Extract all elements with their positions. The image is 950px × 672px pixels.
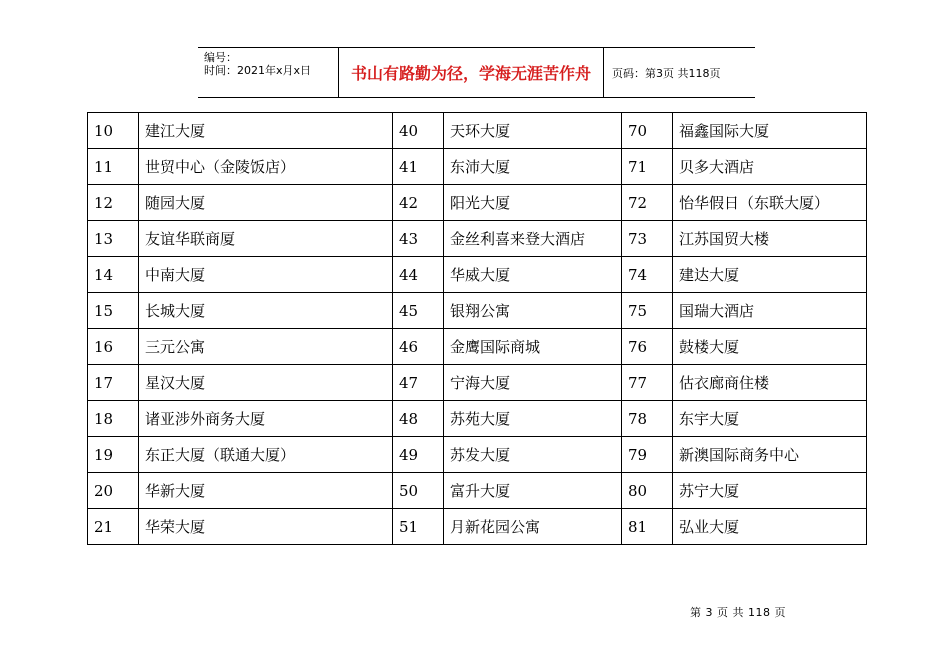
table-cell-building-name: 富升大厦 (444, 473, 622, 509)
table-cell-building-name: 苏苑大厦 (444, 401, 622, 437)
table-cell-building-name: 鼓楼大厦 (673, 329, 867, 365)
table-cell-building-name: 银翔公寓 (444, 293, 622, 329)
table-cell-building-name: 天环大厦 (444, 113, 622, 149)
table-cell-building-name: 新澳国际商务中心 (673, 437, 867, 473)
table-cell-building-name: 阳光大厦 (444, 185, 622, 221)
table-cell-number: 48 (393, 401, 444, 437)
table-cell-number: 15 (88, 293, 139, 329)
table-cell-building-name: 诸亚涉外商务大厦 (139, 401, 393, 437)
table-cell-number: 70 (622, 113, 673, 149)
table-cell-number: 40 (393, 113, 444, 149)
table-cell-building-name: 世贸中心（金陵饭店） (139, 149, 393, 185)
table-cell-number: 14 (88, 257, 139, 293)
table-cell-number: 21 (88, 509, 139, 545)
table-cell-building-name: 东宇大厦 (673, 401, 867, 437)
table-cell-number: 11 (88, 149, 139, 185)
table-cell-building-name: 弘业大厦 (673, 509, 867, 545)
table-cell-number: 74 (622, 257, 673, 293)
table-cell-building-name: 江苏国贸大楼 (673, 221, 867, 257)
table-cell-building-name: 华威大厦 (444, 257, 622, 293)
table-cell-number: 43 (393, 221, 444, 257)
table-cell-number: 77 (622, 365, 673, 401)
table-cell-number: 19 (88, 437, 139, 473)
table-cell-number: 79 (622, 437, 673, 473)
document-time-label: 时间：2021年x月x日 (204, 64, 312, 77)
table-cell-building-name: 估衣廊商住楼 (673, 365, 867, 401)
table-cell-building-name: 贝多大酒店 (673, 149, 867, 185)
header-meta (198, 48, 339, 97)
table-row (88, 509, 867, 545)
header-motto: 书山有路勤为径，学海无涯苦作舟 (339, 48, 604, 97)
table-cell-building-name: 建江大厦 (139, 113, 393, 149)
table-row (88, 293, 867, 329)
table-row (88, 437, 867, 473)
table-cell-number: 47 (393, 365, 444, 401)
table-row (88, 257, 867, 293)
table-cell-building-name: 长城大厦 (139, 293, 393, 329)
table-cell-number: 18 (88, 401, 139, 437)
table-cell-number: 13 (88, 221, 139, 257)
table-cell-number: 42 (393, 185, 444, 221)
table-cell-building-name: 三元公寓 (139, 329, 393, 365)
table-cell-number: 81 (622, 509, 673, 545)
table-row (88, 113, 867, 149)
table-cell-building-name: 友谊华联商厦 (139, 221, 393, 257)
table-cell-number: 46 (393, 329, 444, 365)
table-cell-building-name: 宁海大厦 (444, 365, 622, 401)
table-cell-building-name: 建达大厦 (673, 257, 867, 293)
table-cell-number: 75 (622, 293, 673, 329)
table-cell-building-name: 华新大厦 (139, 473, 393, 509)
table-cell-building-name: 东正大厦（联通大厦） (139, 437, 393, 473)
table-cell-number: 17 (88, 365, 139, 401)
table-cell-number: 12 (88, 185, 139, 221)
table-row (88, 185, 867, 221)
table-cell-building-name: 中南大厦 (139, 257, 393, 293)
table-cell-number: 78 (622, 401, 673, 437)
table-cell-building-name: 福鑫国际大厦 (673, 113, 867, 149)
document-number-label: 编号： (204, 51, 237, 64)
table-cell-number: 44 (393, 257, 444, 293)
table-cell-number: 49 (393, 437, 444, 473)
table-cell-building-name: 随园大厦 (139, 185, 393, 221)
table-cell-building-name: 金鹰国际商城 (444, 329, 622, 365)
table-cell-building-name: 怡华假日（东联大厦） (673, 185, 867, 221)
header-page-info: 页码：第3页 共118页 (612, 66, 721, 80)
table-cell-number: 50 (393, 473, 444, 509)
table-row (88, 329, 867, 365)
table-cell-building-name: 苏宁大厦 (673, 473, 867, 509)
page-header (198, 47, 755, 98)
table-row (88, 401, 867, 437)
table-cell-building-name: 星汉大厦 (139, 365, 393, 401)
table-cell-building-name: 国瑞大酒店 (673, 293, 867, 329)
table-cell-building-name: 月新花园公寓 (444, 509, 622, 545)
building-list-table (87, 112, 867, 545)
table-cell-number: 73 (622, 221, 673, 257)
table-cell-building-name: 苏发大厦 (444, 437, 622, 473)
table-row (88, 149, 867, 185)
table-cell-number: 71 (622, 149, 673, 185)
table-cell-building-name: 东沛大厦 (444, 149, 622, 185)
table-cell-number: 16 (88, 329, 139, 365)
table-cell-number: 72 (622, 185, 673, 221)
table-cell-number: 76 (622, 329, 673, 365)
table-row (88, 221, 867, 257)
table-cell-number: 45 (393, 293, 444, 329)
table-cell-building-name: 金丝利喜来登大酒店 (444, 221, 622, 257)
table-cell-building-name: 华荣大厦 (139, 509, 393, 545)
table-cell-number: 10 (88, 113, 139, 149)
table-cell-number: 80 (622, 473, 673, 509)
table-row (88, 365, 867, 401)
table-row (88, 473, 867, 509)
table-cell-number: 51 (393, 509, 444, 545)
table-cell-number: 20 (88, 473, 139, 509)
page-footer: 第 3 页 共 118 页 (690, 606, 786, 619)
table-cell-number: 41 (393, 149, 444, 185)
